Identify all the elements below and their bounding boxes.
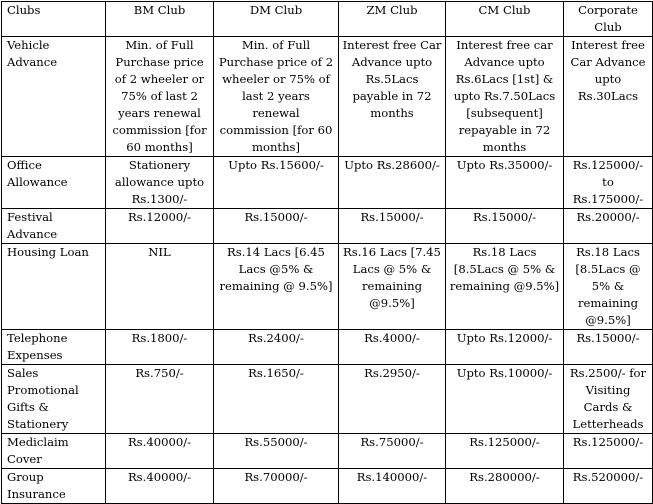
row-label: Festival Advance: [2, 209, 106, 244]
row-label: Telephone Expenses: [2, 330, 106, 365]
row-telephone-expenses: [2, 330, 653, 365]
table-cell: Rs.18 Lacs [8.5Lacs @ 5% & remaining @9.5%]: [446, 244, 564, 330]
table-cell: Rs.40000/-: [106, 434, 214, 469]
table-cell: Rs.16 Lacs [7.45 Lacs @ 5% & remaining @9.5%]: [339, 244, 446, 330]
row-festival-advance: [2, 209, 653, 244]
clubs-benefits-table: [1, 1, 653, 504]
table-cell: Rs.15000/-: [446, 209, 564, 244]
table-cell: Rs.2400/-: [214, 330, 339, 365]
table-cell: Rs.2950/-: [339, 365, 446, 434]
row-mediclaim-cover: [2, 434, 653, 469]
table-cell: Upto Rs.15600/-: [214, 157, 339, 209]
table-cell: Min. of Full Purchase price of 2 wheeler or 75% of last 2 years renewal commission [for 60 months]: [106, 37, 214, 157]
table-cell: Rs.140000/-: [339, 469, 446, 504]
table-cell: Upto Rs.12000/-: [446, 330, 564, 365]
table-cell: Upto Rs.10000/-: [446, 365, 564, 434]
table-cell: Interest free car Advance upto Rs.6Lacs [1st] & upto Rs.7.50Lacs [subsequent] repayable in 72 months: [446, 37, 564, 157]
header-bm-club: BM Club: [106, 2, 214, 37]
table-cell: Interest free Car Advance upto Rs.5Lacs payable in 72 months: [339, 37, 446, 157]
row-sales-promotional-gifts: [2, 365, 653, 434]
header-corporate-club: Corporate Club: [564, 2, 653, 37]
header-dm-club: DM Club: [214, 2, 339, 37]
table-cell: Rs.1650/-: [214, 365, 339, 434]
table-cell: Rs.125000/-: [446, 434, 564, 469]
row-housing-loan: [2, 244, 653, 330]
table-cell: Rs.4000/-: [339, 330, 446, 365]
header-cm-club: CM Club: [446, 2, 564, 37]
table-cell: Rs.12000/-: [106, 209, 214, 244]
header-label-cell: Clubs: [2, 2, 106, 37]
table-cell: Rs.2500/- for Visiting Cards & Letterheads: [564, 365, 653, 434]
row-label: Housing Loan: [2, 244, 106, 330]
row-office-allowance: [2, 157, 653, 209]
table-cell: Rs.55000/-: [214, 434, 339, 469]
table-cell: Rs.15000/-: [564, 330, 653, 365]
table-cell: Interest free Car Advance upto Rs.30Lacs: [564, 37, 653, 157]
row-vehicle-advance: [2, 37, 653, 157]
table-cell: Upto Rs.28600/-: [339, 157, 446, 209]
table-cell: Rs.280000/-: [446, 469, 564, 504]
table-cell: Upto Rs.35000/-: [446, 157, 564, 209]
table-cell: Rs.15000/-: [214, 209, 339, 244]
header-row: [2, 2, 653, 37]
table-cell: Rs.125000/-: [564, 434, 653, 469]
table-cell: Rs.40000/-: [106, 469, 214, 504]
table-cell: Stationery allowance upto Rs.1300/-: [106, 157, 214, 209]
table-cell: Min. of Full Purchase price of 2 wheeler or 75% of last 2 years renewal commission [for 60 months]: [214, 37, 339, 157]
table-cell: Rs.75000/-: [339, 434, 446, 469]
table-cell: Rs.15000/-: [339, 209, 446, 244]
row-label: Group Insurance: [2, 469, 106, 504]
row-label: Mediclaim Cover: [2, 434, 106, 469]
row-label: Office Allowance: [2, 157, 106, 209]
table-cell: Rs.1800/-: [106, 330, 214, 365]
row-label: Sales Promotional Gifts & Stationery: [2, 365, 106, 434]
row-label: Vehicle Advance: [2, 37, 106, 157]
row-group-insurance: [2, 469, 653, 504]
table-cell: Rs.750/-: [106, 365, 214, 434]
table-cell: Rs.18 Lacs [8.5Lacs @ 5% & remaining @9.5%]: [564, 244, 653, 330]
table-cell: Rs.20000/-: [564, 209, 653, 244]
table-cell: Rs.70000/-: [214, 469, 339, 504]
table-cell: Rs.14 Lacs [6.45 Lacs @5% & remaining @ 9.5%]: [214, 244, 339, 330]
header-zm-club: ZM Club: [339, 2, 446, 37]
table-cell: NIL: [106, 244, 214, 330]
table-cell: Rs.520000/-: [564, 469, 653, 504]
table-cell: Rs.125000/- to Rs.175000/-: [564, 157, 653, 209]
